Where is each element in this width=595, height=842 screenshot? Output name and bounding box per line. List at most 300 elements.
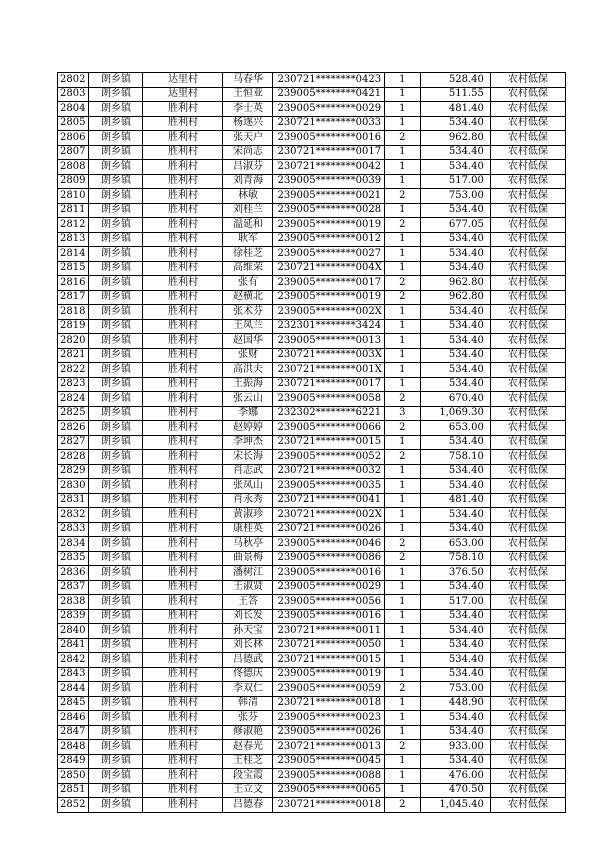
person-name-cell: 赵春光	[223, 740, 273, 755]
relief-type-cell: 农村低保	[490, 711, 565, 726]
id-number-cell: 239005********0026	[273, 725, 384, 740]
amount-cell: 753.00	[420, 189, 490, 204]
id-number-cell: 230721********0013	[273, 740, 384, 755]
person-name-cell: 王振海	[223, 377, 273, 392]
town-cell: 朗乡镇	[89, 653, 143, 668]
village-cell: 胜利村	[143, 740, 223, 755]
person-name-cell: 马春华	[223, 73, 273, 88]
town-cell: 朗乡镇	[89, 319, 143, 334]
id-number-cell: 230721********0042	[273, 160, 384, 175]
village-cell: 胜利村	[143, 276, 223, 291]
relief-type-cell: 农村低保	[490, 725, 565, 740]
village-cell: 胜利村	[143, 174, 223, 189]
id-number-cell: 239005********0016	[273, 566, 384, 581]
row-number-cell: 2840	[58, 624, 89, 639]
id-number-cell: 230721********0423	[273, 73, 384, 88]
village-cell: 胜利村	[143, 754, 223, 769]
table-row	[58, 232, 566, 247]
table-row	[58, 783, 566, 798]
id-number-cell: 239005********0016	[273, 131, 384, 146]
person-name-cell: 王凤兰	[223, 319, 273, 334]
amount-cell: 534.40	[420, 247, 490, 262]
relief-type-cell: 农村低保	[490, 696, 565, 711]
town-cell: 朗乡镇	[89, 783, 143, 798]
person-name-cell: 李坤杰	[223, 435, 273, 450]
person-name-cell: 王桂芝	[223, 754, 273, 769]
household-count-cell: 1	[384, 769, 420, 784]
person-name-cell: 段宝霞	[223, 769, 273, 784]
relief-type-cell: 农村低保	[490, 551, 565, 566]
amount-cell: 376.50	[420, 566, 490, 581]
table-row	[58, 609, 566, 624]
person-name-cell: 赵婷婷	[223, 421, 273, 436]
village-cell: 胜利村	[143, 203, 223, 218]
relief-type-cell: 农村低保	[490, 160, 565, 175]
relief-type-cell: 农村低保	[490, 508, 565, 523]
row-number-cell: 2805	[58, 116, 89, 131]
table-row	[58, 145, 566, 160]
relief-type-cell: 农村低保	[490, 769, 565, 784]
household-count-cell: 1	[384, 145, 420, 160]
row-number-cell: 2830	[58, 479, 89, 494]
household-count-cell: 1	[384, 174, 420, 189]
row-number-cell: 2850	[58, 769, 89, 784]
table-row	[58, 725, 566, 740]
town-cell: 朗乡镇	[89, 102, 143, 117]
id-number-cell: 239005********0016	[273, 609, 384, 624]
town-cell: 朗乡镇	[89, 189, 143, 204]
id-number-cell: 230721********0018	[273, 798, 384, 813]
relief-type-cell: 农村低保	[490, 102, 565, 117]
household-count-cell: 2	[384, 551, 420, 566]
village-cell: 胜利村	[143, 363, 223, 378]
id-number-cell: 239005********0421	[273, 87, 384, 102]
household-count-cell: 1	[384, 261, 420, 276]
id-number-cell: 239005********0056	[273, 595, 384, 610]
id-number-cell: 239005********0029	[273, 102, 384, 117]
table-row	[58, 595, 566, 610]
row-number-cell: 2821	[58, 348, 89, 363]
household-count-cell: 1	[384, 580, 420, 595]
id-number-cell: 239005********0066	[273, 421, 384, 436]
town-cell: 朗乡镇	[89, 232, 143, 247]
relief-type-cell: 农村低保	[490, 754, 565, 769]
amount-cell: 670.40	[420, 392, 490, 407]
relief-type-cell: 农村低保	[490, 406, 565, 421]
amount-cell: 534.40	[420, 725, 490, 740]
id-number-cell: 239005********0021	[273, 189, 384, 204]
relief-type-cell: 农村低保	[490, 145, 565, 160]
amount-cell: 534.40	[420, 305, 490, 320]
town-cell: 朗乡镇	[89, 696, 143, 711]
row-number-cell: 2804	[58, 102, 89, 117]
amount-cell: 962.80	[420, 131, 490, 146]
person-name-cell: 王答	[223, 595, 273, 610]
row-number-cell: 2812	[58, 218, 89, 233]
village-cell: 胜利村	[143, 377, 223, 392]
person-name-cell: 刘青海	[223, 174, 273, 189]
table-row	[58, 479, 566, 494]
town-cell: 朗乡镇	[89, 493, 143, 508]
household-count-cell: 1	[384, 566, 420, 581]
amount-cell: 448.90	[420, 696, 490, 711]
relief-type-cell: 农村低保	[490, 261, 565, 276]
row-number-cell: 2823	[58, 377, 89, 392]
amount-cell: 534.40	[420, 580, 490, 595]
person-name-cell: 王恒亚	[223, 87, 273, 102]
amount-cell: 534.40	[420, 653, 490, 668]
household-count-cell: 1	[384, 305, 420, 320]
table-row	[58, 682, 566, 697]
id-number-cell: 239005********0012	[273, 232, 384, 247]
town-cell: 朗乡镇	[89, 160, 143, 175]
row-number-cell: 2802	[58, 73, 89, 88]
town-cell: 朗乡镇	[89, 711, 143, 726]
table-row	[58, 363, 566, 378]
village-cell: 胜利村	[143, 334, 223, 349]
id-number-cell: 232301********3424	[273, 319, 384, 334]
table-row	[58, 189, 566, 204]
village-cell: 胜利村	[143, 522, 223, 537]
relief-type-cell: 农村低保	[490, 609, 565, 624]
village-cell: 胜利村	[143, 218, 223, 233]
table-row	[58, 740, 566, 755]
id-number-cell: 239005********0045	[273, 754, 384, 769]
relief-type-cell: 农村低保	[490, 450, 565, 465]
table-row	[58, 522, 566, 537]
relief-type-cell: 农村低保	[490, 305, 565, 320]
town-cell: 朗乡镇	[89, 348, 143, 363]
id-number-cell: 239005********0017	[273, 276, 384, 291]
row-number-cell: 2848	[58, 740, 89, 755]
table-row	[58, 696, 566, 711]
row-number-cell: 2808	[58, 160, 89, 175]
relief-type-cell: 农村低保	[490, 247, 565, 262]
person-name-cell: 李娜	[223, 406, 273, 421]
row-number-cell: 2828	[58, 450, 89, 465]
household-count-cell: 2	[384, 218, 420, 233]
person-name-cell: 张术芬	[223, 305, 273, 320]
town-cell: 朗乡镇	[89, 116, 143, 131]
relief-type-cell: 农村低保	[490, 624, 565, 639]
town-cell: 朗乡镇	[89, 435, 143, 450]
household-count-cell: 1	[384, 725, 420, 740]
relief-type-cell: 农村低保	[490, 276, 565, 291]
amount-cell: 653.00	[420, 421, 490, 436]
household-count-cell: 1	[384, 87, 420, 102]
amount-cell: 511.55	[420, 87, 490, 102]
relief-type-cell: 农村低保	[490, 783, 565, 798]
town-cell: 朗乡镇	[89, 464, 143, 479]
table-row	[58, 450, 566, 465]
household-count-cell: 1	[384, 479, 420, 494]
household-count-cell: 1	[384, 160, 420, 175]
person-name-cell: 修淑艳	[223, 725, 273, 740]
household-count-cell: 1	[384, 595, 420, 610]
town-cell: 朗乡镇	[89, 247, 143, 262]
id-number-cell: 239005********0046	[273, 537, 384, 552]
amount-cell: 534.40	[420, 116, 490, 131]
id-number-cell: 230721********0017	[273, 145, 384, 160]
household-count-cell: 1	[384, 696, 420, 711]
row-number-cell: 2803	[58, 87, 89, 102]
row-number-cell: 2844	[58, 682, 89, 697]
table-row	[58, 218, 566, 233]
relief-type-cell: 农村低保	[490, 319, 565, 334]
person-name-cell: 徐桂芝	[223, 247, 273, 262]
household-count-cell: 1	[384, 73, 420, 88]
id-number-cell: 230721********001X	[273, 363, 384, 378]
person-name-cell: 宋长海	[223, 450, 273, 465]
household-count-cell: 1	[384, 102, 420, 117]
town-cell: 朗乡镇	[89, 566, 143, 581]
row-number-cell: 2814	[58, 247, 89, 262]
amount-cell: 534.40	[420, 334, 490, 349]
id-number-cell: 239005********0019	[273, 218, 384, 233]
table-row	[58, 435, 566, 450]
row-number-cell: 2836	[58, 566, 89, 581]
relief-type-cell: 农村低保	[490, 464, 565, 479]
relief-type-cell: 农村低保	[490, 667, 565, 682]
person-name-cell: 康桂英	[223, 522, 273, 537]
row-number-cell: 2835	[58, 551, 89, 566]
person-name-cell: 张天户	[223, 131, 273, 146]
table-row	[58, 73, 566, 88]
id-number-cell: 239005********002X	[273, 305, 384, 320]
town-cell: 朗乡镇	[89, 276, 143, 291]
person-name-cell: 黄淑珍	[223, 508, 273, 523]
table-row	[58, 131, 566, 146]
amount-cell: 534.40	[420, 348, 490, 363]
table-row	[58, 653, 566, 668]
person-name-cell: 高维荣	[223, 261, 273, 276]
town-cell: 朗乡镇	[89, 218, 143, 233]
relief-type-cell: 农村低保	[490, 174, 565, 189]
id-number-cell: 230721********0033	[273, 116, 384, 131]
amount-cell: 534.40	[420, 145, 490, 160]
amount-cell: 517.00	[420, 595, 490, 610]
town-cell: 朗乡镇	[89, 73, 143, 88]
person-name-cell: 张有	[223, 276, 273, 291]
person-name-cell: 肖永秀	[223, 493, 273, 508]
row-number-cell: 2825	[58, 406, 89, 421]
village-cell: 胜利村	[143, 798, 223, 813]
person-name-cell: 吕德春	[223, 798, 273, 813]
id-number-cell: 239005********0028	[273, 203, 384, 218]
village-cell: 胜利村	[143, 116, 223, 131]
relief-type-cell: 农村低保	[490, 189, 565, 204]
row-number-cell: 2831	[58, 493, 89, 508]
id-number-cell: 230721********0050	[273, 638, 384, 653]
village-cell: 胜利村	[143, 696, 223, 711]
row-number-cell: 2845	[58, 696, 89, 711]
id-number-cell: 230721********0018	[273, 696, 384, 711]
amount-cell: 534.40	[420, 377, 490, 392]
household-count-cell: 1	[384, 232, 420, 247]
village-cell: 达里村	[143, 73, 223, 88]
table-row	[58, 508, 566, 523]
amount-cell: 534.40	[420, 711, 490, 726]
village-cell: 胜利村	[143, 406, 223, 421]
household-count-cell: 1	[384, 334, 420, 349]
town-cell: 朗乡镇	[89, 769, 143, 784]
town-cell: 朗乡镇	[89, 624, 143, 639]
household-count-cell: 1	[384, 493, 420, 508]
table-row	[58, 261, 566, 276]
village-cell: 胜利村	[143, 479, 223, 494]
village-cell: 胜利村	[143, 580, 223, 595]
village-cell: 胜利村	[143, 609, 223, 624]
household-count-cell: 1	[384, 783, 420, 798]
row-number-cell: 2820	[58, 334, 89, 349]
row-number-cell: 2826	[58, 421, 89, 436]
town-cell: 朗乡镇	[89, 334, 143, 349]
household-count-cell: 2	[384, 189, 420, 204]
village-cell: 胜利村	[143, 537, 223, 552]
table-row	[58, 551, 566, 566]
household-count-cell: 1	[384, 653, 420, 668]
village-cell: 胜利村	[143, 102, 223, 117]
row-number-cell: 2834	[58, 537, 89, 552]
household-count-cell: 1	[384, 667, 420, 682]
id-number-cell: 230721********0011	[273, 624, 384, 639]
town-cell: 朗乡镇	[89, 87, 143, 102]
row-number-cell: 2837	[58, 580, 89, 595]
town-cell: 朗乡镇	[89, 450, 143, 465]
household-count-cell: 1	[384, 711, 420, 726]
household-count-cell: 1	[384, 754, 420, 769]
row-number-cell: 2817	[58, 290, 89, 305]
table-row	[58, 305, 566, 320]
row-number-cell: 2815	[58, 261, 89, 276]
person-name-cell: 张凤山	[223, 479, 273, 494]
relief-type-cell: 农村低保	[490, 638, 565, 653]
town-cell: 朗乡镇	[89, 580, 143, 595]
relief-type-cell: 农村低保	[490, 653, 565, 668]
village-cell: 胜利村	[143, 261, 223, 276]
amount-cell: 534.40	[420, 609, 490, 624]
id-number-cell: 230721********0015	[273, 653, 384, 668]
person-name-cell: 杨遂兴	[223, 116, 273, 131]
relief-type-cell: 农村低保	[490, 203, 565, 218]
table-row	[58, 290, 566, 305]
table-row	[58, 638, 566, 653]
town-cell: 朗乡镇	[89, 551, 143, 566]
person-name-cell: 肖志武	[223, 464, 273, 479]
household-count-cell: 2	[384, 276, 420, 291]
household-count-cell: 1	[384, 624, 420, 639]
id-number-cell: 230721********003X	[273, 348, 384, 363]
town-cell: 朗乡镇	[89, 537, 143, 552]
person-name-cell: 吕淑芬	[223, 160, 273, 175]
relief-type-cell: 农村低保	[490, 392, 565, 407]
village-cell: 胜利村	[143, 508, 223, 523]
table-row	[58, 464, 566, 479]
household-count-cell: 2	[384, 421, 420, 436]
row-number-cell: 2807	[58, 145, 89, 160]
amount-cell: 653.00	[420, 537, 490, 552]
table-row	[58, 406, 566, 421]
person-name-cell: 李士英	[223, 102, 273, 117]
relief-type-cell: 农村低保	[490, 87, 565, 102]
person-name-cell: 温延和	[223, 218, 273, 233]
person-name-cell: 王淑贤	[223, 580, 273, 595]
relief-type-cell: 农村低保	[490, 566, 565, 581]
household-count-cell: 1	[384, 203, 420, 218]
id-number-cell: 230721********002X	[273, 508, 384, 523]
table-row	[58, 667, 566, 682]
household-count-cell: 1	[384, 522, 420, 537]
id-number-cell: 239005********0086	[273, 551, 384, 566]
relief-type-cell: 农村低保	[490, 522, 565, 537]
relief-type-cell: 农村低保	[490, 580, 565, 595]
relief-type-cell: 农村低保	[490, 334, 565, 349]
table-row	[58, 334, 566, 349]
table-row	[58, 116, 566, 131]
household-count-cell: 1	[384, 638, 420, 653]
household-count-cell: 1	[384, 319, 420, 334]
relief-type-cell: 农村低保	[490, 131, 565, 146]
amount-cell: 758.10	[420, 450, 490, 465]
id-number-cell: 239005********0052	[273, 450, 384, 465]
row-number-cell: 2842	[58, 653, 89, 668]
village-cell: 胜利村	[143, 595, 223, 610]
table-row	[58, 754, 566, 769]
amount-cell: 481.40	[420, 102, 490, 117]
table-row	[58, 392, 566, 407]
row-number-cell: 2851	[58, 783, 89, 798]
household-count-cell: 2	[384, 682, 420, 697]
person-name-cell: 曲景梅	[223, 551, 273, 566]
amount-cell: 534.40	[420, 319, 490, 334]
table-row	[58, 174, 566, 189]
row-number-cell: 2810	[58, 189, 89, 204]
amount-cell: 534.40	[420, 624, 490, 639]
id-number-cell: 230721********0032	[273, 464, 384, 479]
village-cell: 胜利村	[143, 305, 223, 320]
amount-cell: 962.80	[420, 290, 490, 305]
table-row	[58, 624, 566, 639]
village-cell: 胜利村	[143, 232, 223, 247]
village-cell: 胜利村	[143, 450, 223, 465]
person-name-cell: 潘树江	[223, 566, 273, 581]
relief-type-cell: 农村低保	[490, 435, 565, 450]
town-cell: 朗乡镇	[89, 479, 143, 494]
village-cell: 胜利村	[143, 290, 223, 305]
town-cell: 朗乡镇	[89, 421, 143, 436]
household-count-cell: 2	[384, 131, 420, 146]
village-cell: 胜利村	[143, 189, 223, 204]
household-count-cell: 2	[384, 392, 420, 407]
relief-type-cell: 农村低保	[490, 479, 565, 494]
amount-cell: 1,045.40	[420, 798, 490, 813]
row-number-cell: 2843	[58, 667, 89, 682]
row-number-cell: 2811	[58, 203, 89, 218]
household-count-cell: 2	[384, 290, 420, 305]
village-cell: 胜利村	[143, 624, 223, 639]
amount-cell: 534.40	[420, 261, 490, 276]
amount-cell: 476.00	[420, 769, 490, 784]
row-number-cell: 2841	[58, 638, 89, 653]
amount-cell: 470.50	[420, 783, 490, 798]
relief-type-cell: 农村低保	[490, 682, 565, 697]
person-name-cell: 赵横北	[223, 290, 273, 305]
id-number-cell: 239005********0088	[273, 769, 384, 784]
row-number-cell: 2852	[58, 798, 89, 813]
row-number-cell: 2824	[58, 392, 89, 407]
amount-cell: 933.00	[420, 740, 490, 755]
village-cell: 胜利村	[143, 551, 223, 566]
